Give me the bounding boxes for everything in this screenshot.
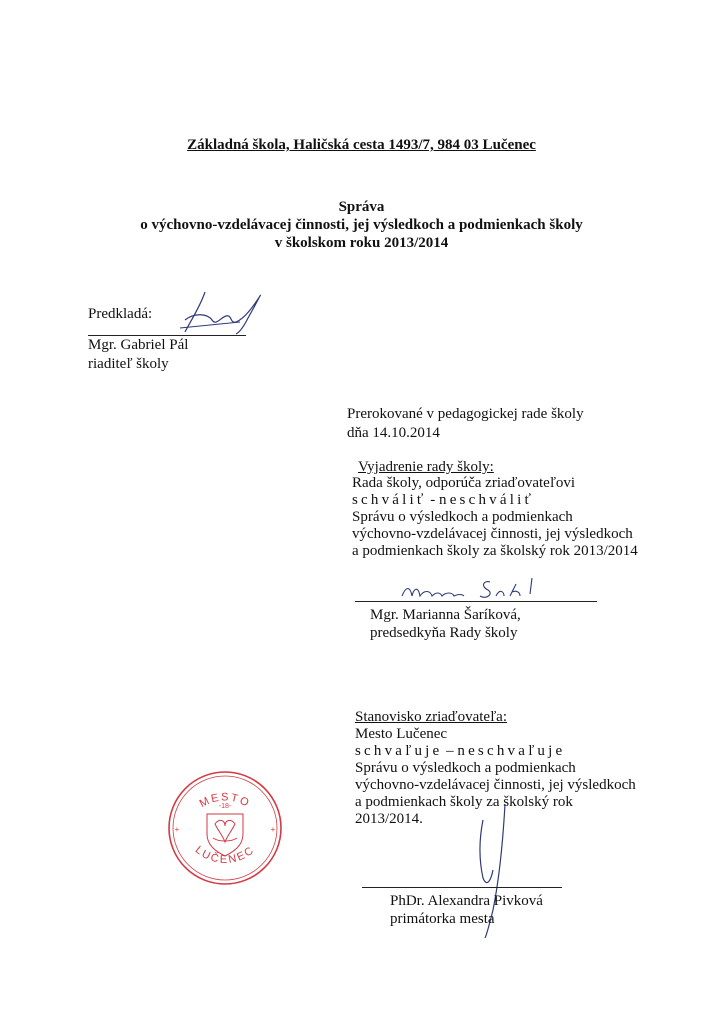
council-signer-name: Mgr. Marianna Šaríková, (370, 607, 521, 623)
council-opinion-line-5: a podmienkach školy za školský rok 2013/2014 (352, 543, 638, 559)
founder-signature-line (362, 887, 562, 888)
submitter-role: riaditeľ školy (88, 356, 169, 372)
submitter-signature (160, 282, 270, 342)
report-title (0, 198, 723, 252)
council-approve: schváliť (352, 492, 427, 508)
stamp-cross-left-icon: + (174, 825, 180, 834)
council-choice-separator: - (426, 492, 439, 508)
title-line-2: o výchovno-vzdelávacej činnosti, jej výsledkoch a podmienkach školy (140, 217, 583, 233)
council-opinion-line-1: Rada školy, odporúča zriaďovateľovi (352, 475, 576, 491)
submitter-name: Mgr. Gabriel Pál (88, 337, 189, 353)
title-line-3: v školskom roku 2013/2014 (274, 235, 449, 251)
council-signature-line (355, 601, 597, 602)
stamp-top-text: MESTO (197, 791, 253, 811)
stamp-cross-right-icon: + (270, 825, 276, 834)
discussed-line-1: Prerokované v pedagogickej rade školy (347, 406, 584, 422)
founder-signer-name: PhDr. Alexandra Pivková (390, 893, 543, 909)
council-opinion-line-4: výchovno-vzdelávacej činnosti, jej výsledkoch (352, 526, 633, 542)
founder-choice-separator: – (442, 743, 458, 759)
discussed-line-2: dňa 14.10.2014 (347, 425, 440, 441)
founder-line-6: 2013/2014. (355, 811, 423, 827)
school-name: Základná škola, Haličská cesta 1493/7, 984 03 Lučenec (187, 137, 536, 153)
founder-reject: neschvaľuje (457, 743, 566, 759)
council-approve-choice (352, 491, 534, 509)
founder-line-4: výchovno-vzdelávacej činnosti, jej výsledkoch (355, 777, 636, 793)
stamp-outer-ring (169, 772, 281, 884)
council-opinion-heading: Vyjadrenie rady školy: (358, 459, 494, 475)
city-stamp (165, 762, 285, 892)
title-line-1: Správa (338, 199, 385, 215)
founder-line-3: Správu o výsledkoch a podmienkach (355, 760, 576, 776)
founder-approve-choice (355, 742, 565, 760)
council-signer-role: predsedkyňa Rady školy (370, 625, 518, 641)
founder-city: Mesto Lučenec (355, 726, 448, 742)
founder-line-5: a podmienkach školy za školský rok (355, 794, 573, 810)
coat-of-arms-icon (207, 814, 243, 856)
stamp-mark: -18- (218, 803, 232, 810)
founder-approve: schvaľuje (355, 743, 443, 759)
founder-heading: Stanovisko zriaďovateľa: (355, 709, 507, 725)
council-reject: neschváliť (439, 492, 535, 508)
council-opinion-line-3: Správu o výsledkoch a podmienkach (352, 509, 573, 525)
founder-signer-role: primátorka mesta (390, 911, 495, 927)
submitter-label: Predkladá: (88, 306, 153, 322)
school-header (0, 137, 723, 154)
stamp-bottom-text: LUČENEC (192, 843, 258, 866)
